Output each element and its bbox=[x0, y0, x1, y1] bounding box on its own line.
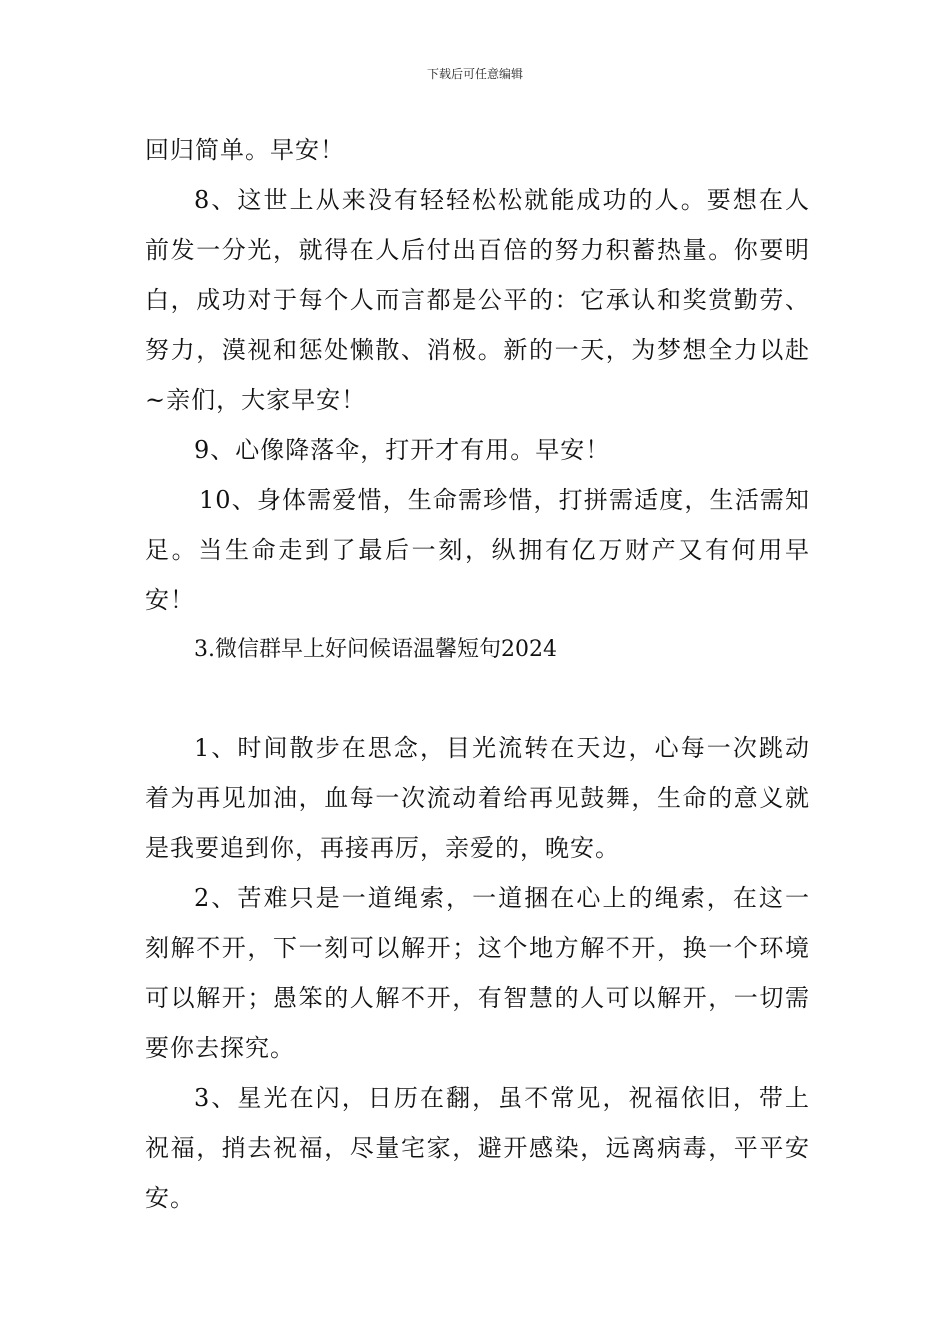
paragraph-item-3: 3、星光在闪，日历在翻，虽不常见，祝福依旧，带上祝福，捎去祝福，尽量宅家，避开感染，远离病毒，平平安安。 bbox=[145, 1084, 810, 1212]
page-header: 下载后可任意编辑 bbox=[426, 67, 523, 81]
document-body bbox=[145, 125, 810, 1223]
paragraph-item-9: 9、心像降落伞，打开才有用。早安！ bbox=[194, 436, 611, 464]
paragraph-item-10: 10、身体需爱惜，生命需珍惜，打拼需适度，生活需知足。当生命走到了最后一刻，纵拥有亿万财产又有何用早安！ bbox=[145, 486, 810, 614]
paragraph-item-1: 1、时间散步在思念，目光流转在天边，心每一次跳动着为再见加油，血每一次流动着给再见鼓舞，生命的意义就是我要追到你，再接再厉，亲爱的，晚安。 bbox=[145, 734, 810, 862]
paragraph-item-2: 2、苦难只是一道绳索，一道捆在心上的绳索，在这一刻解不开，下一刻可以解开；这个地方解不开，换一个环境可以解开；愚笨的人解不开，有智慧的人可以解开，一切需要你去探究。 bbox=[145, 884, 810, 1062]
paragraph-item-8: 8、这世上从来没有轻轻松松就能成功的人。要想在人前发一分光，就得在人后付出百倍的努力积蓄热量。你要明白，成功对于每个人而言都是公平的：它承认和奖赏勤劳、努力，漠视和惩处懒散、消极。新的一天，为梦想全力以赴~亲们，大家早安！ bbox=[145, 186, 810, 414]
section-spacer bbox=[145, 675, 810, 723]
section-heading: 3.微信群早上好问候语温馨短句2024 bbox=[194, 637, 557, 662]
paragraph-continuation: 回归简单。早安！ bbox=[145, 136, 345, 164]
